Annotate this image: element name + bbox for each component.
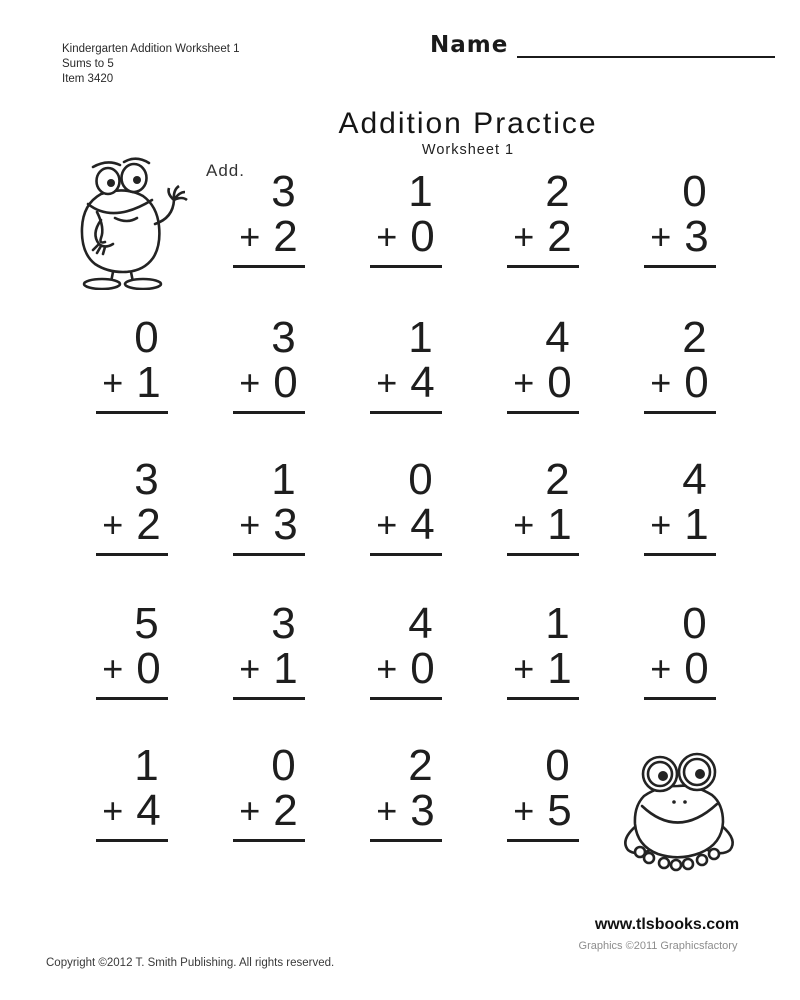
addition-problem	[474, 167, 611, 268]
addend-top: 0	[134, 313, 159, 362]
answer-line	[507, 839, 579, 842]
answer-line	[370, 553, 442, 556]
addition-problem	[200, 741, 337, 842]
addend-top: 3	[271, 167, 296, 216]
addition-problem	[337, 455, 474, 556]
addition-problem	[200, 599, 337, 700]
plus-sign: +	[239, 504, 261, 545]
answer-line	[96, 411, 168, 414]
plus-sign: +	[239, 362, 261, 403]
plus-sign: +	[102, 648, 124, 689]
addition-problem	[63, 313, 200, 414]
meta-line-sums: Sums to 5	[62, 58, 114, 70]
addend-top: 3	[271, 599, 296, 648]
footer-copyright: Copyright ©2012 T. Smith Publishing. All rights reserved.	[46, 957, 335, 969]
addend-bottom: 0	[547, 358, 572, 407]
addend-top: 1	[408, 313, 433, 362]
plus-sign: +	[376, 648, 398, 689]
plus-sign: +	[513, 504, 535, 545]
addend-bottom: 2	[136, 500, 161, 549]
addend-top: 0	[545, 741, 570, 790]
addend-bottom: 0	[273, 358, 298, 407]
addition-problem	[200, 313, 337, 414]
addend-bottom: 0	[684, 644, 709, 693]
answer-line	[370, 839, 442, 842]
addend-top: 2	[545, 167, 570, 216]
answer-line	[233, 265, 305, 268]
plus-sign: +	[650, 216, 672, 257]
addend-bottom: 3	[273, 500, 298, 549]
problem-row	[63, 167, 748, 268]
problem-row	[63, 455, 748, 556]
answer-line	[233, 697, 305, 700]
answer-line	[644, 553, 716, 556]
problem-row	[63, 741, 611, 842]
addend-bottom: 4	[136, 786, 161, 835]
addend-top: 1	[134, 741, 159, 790]
plus-sign: +	[650, 362, 672, 403]
addend-bottom: 1	[136, 358, 161, 407]
addend-top: 4	[408, 599, 433, 648]
footer-website: www.tlsbooks.com	[594, 916, 740, 933]
name-blank-line	[517, 26, 775, 58]
addend-bottom: 3	[410, 786, 435, 835]
addend-bottom: 2	[273, 786, 298, 835]
addend-bottom: 1	[547, 644, 572, 693]
answer-line	[507, 411, 579, 414]
addend-top: 1	[545, 599, 570, 648]
addition-problem	[611, 167, 748, 268]
addition-problem	[63, 599, 200, 700]
plus-sign: +	[513, 216, 535, 257]
addition-problem	[474, 741, 611, 842]
addend-top: 0	[408, 455, 433, 504]
name-block	[430, 26, 775, 58]
instruction-label: Add.	[206, 161, 245, 180]
addend-bottom: 4	[410, 358, 435, 407]
meta-line-title: Kindergarten Addition Worksheet 1	[62, 43, 240, 55]
addend-bottom: 1	[547, 500, 572, 549]
addition-problem	[200, 455, 337, 556]
answer-line	[644, 697, 716, 700]
addend-top: 4	[682, 455, 707, 504]
addition-problem	[474, 455, 611, 556]
plus-sign: +	[513, 648, 535, 689]
plus-sign: +	[102, 362, 124, 403]
addition-problem	[611, 455, 748, 556]
addend-top: 3	[134, 455, 159, 504]
addend-bottom: 5	[547, 786, 572, 835]
problem-row	[63, 599, 748, 700]
answer-line	[370, 265, 442, 268]
addend-bottom: 2	[273, 212, 298, 261]
addition-problem	[200, 167, 337, 268]
answer-line	[644, 265, 716, 268]
answer-line	[233, 839, 305, 842]
plus-sign: +	[650, 648, 672, 689]
addition-problem	[337, 167, 474, 268]
answer-line	[507, 553, 579, 556]
page-title: Addition Practice	[338, 107, 598, 140]
addend-bottom: 2	[547, 212, 572, 261]
meta-line-item: Item 3420	[62, 73, 114, 85]
plus-sign: +	[102, 504, 124, 545]
footer-graphics-credit: Graphics ©2011 Graphicsfactory	[578, 940, 738, 952]
answer-line	[370, 697, 442, 700]
addend-bottom: 0	[136, 644, 161, 693]
plus-sign: +	[513, 362, 535, 403]
answer-line	[370, 411, 442, 414]
worksheet-meta	[62, 42, 240, 87]
addend-top: 1	[271, 455, 296, 504]
addition-problem	[611, 599, 748, 700]
addition-problem	[63, 455, 200, 556]
addition-problem	[337, 599, 474, 700]
plus-sign: +	[376, 790, 398, 831]
plus-sign: +	[239, 216, 261, 257]
plus-sign: +	[239, 790, 261, 831]
addend-top: 2	[408, 741, 433, 790]
addend-top: 3	[271, 313, 296, 362]
plus-sign: +	[650, 504, 672, 545]
plus-sign: +	[102, 790, 124, 831]
addend-bottom: 3	[684, 212, 709, 261]
addend-top: 0	[271, 741, 296, 790]
addend-top: 1	[408, 167, 433, 216]
answer-line	[96, 839, 168, 842]
addend-top: 0	[682, 599, 707, 648]
addend-bottom: 0	[684, 358, 709, 407]
sitting-frog-image	[614, 748, 745, 874]
problem-row	[63, 313, 748, 414]
plus-sign: +	[513, 790, 535, 831]
addend-top: 2	[682, 313, 707, 362]
addend-bottom: 1	[684, 500, 709, 549]
addition-problem	[63, 741, 200, 842]
addend-bottom: 1	[273, 644, 298, 693]
addend-top: 5	[134, 599, 159, 648]
plus-sign: +	[239, 648, 261, 689]
addition-problem	[337, 313, 474, 414]
answer-line	[507, 265, 579, 268]
addend-top: 0	[682, 167, 707, 216]
addend-bottom: 0	[410, 212, 435, 261]
answer-line	[507, 697, 579, 700]
answer-line	[96, 553, 168, 556]
addition-problem	[611, 313, 748, 414]
addition-problem	[337, 741, 474, 842]
answer-line	[233, 411, 305, 414]
name-label: Name	[430, 32, 509, 58]
plus-sign: +	[376, 504, 398, 545]
addend-bottom: 0	[410, 644, 435, 693]
answer-line	[96, 697, 168, 700]
addend-bottom: 4	[410, 500, 435, 549]
answer-line	[644, 411, 716, 414]
addend-top: 4	[545, 313, 570, 362]
answer-line	[233, 553, 305, 556]
addition-problem	[474, 313, 611, 414]
plus-sign: +	[376, 362, 398, 403]
addend-top: 2	[545, 455, 570, 504]
addition-problem	[474, 599, 611, 700]
page-subtitle: Worksheet 1	[421, 142, 515, 158]
problem-spacer	[63, 170, 200, 268]
plus-sign: +	[376, 216, 398, 257]
